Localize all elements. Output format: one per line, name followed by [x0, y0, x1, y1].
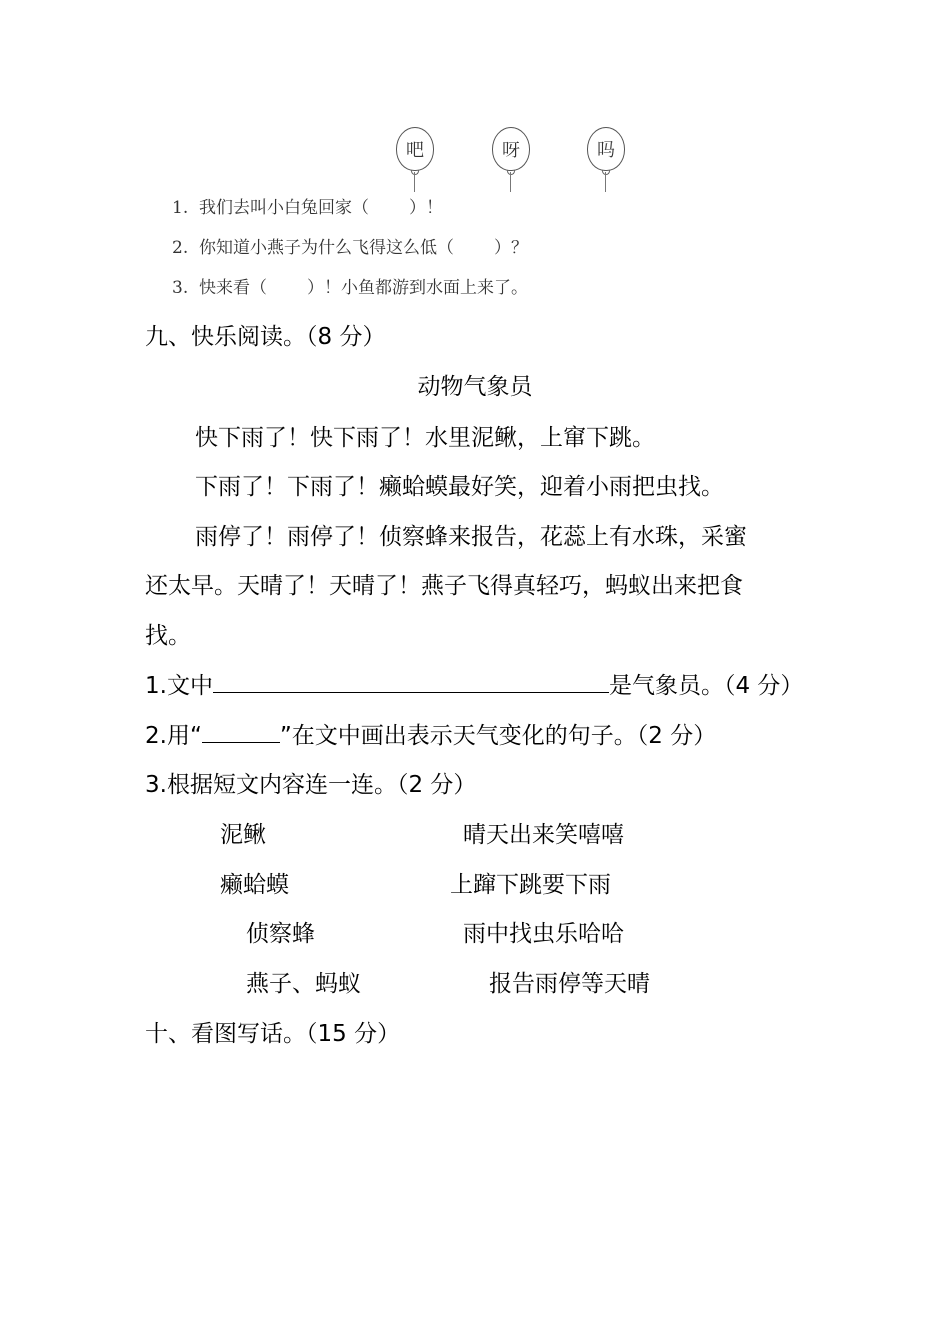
fill-item-after: ）！小鱼都游到水面上来了。 [307, 278, 529, 298]
match-right-item[interactable]: 报告雨停等天晴 [489, 971, 650, 997]
fill-item-number: 2. [172, 238, 189, 258]
balloon-icon [492, 127, 530, 171]
balloon-string [605, 172, 606, 192]
match-right-item[interactable]: 上蹿下跳要下雨 [450, 872, 611, 898]
passage-paragraph: 找。 [145, 623, 191, 649]
question-text: 1.文中 [145, 673, 213, 699]
fill-item [172, 193, 443, 218]
match-left-item[interactable]: 燕子、蚂蚁 [246, 971, 361, 997]
fill-item-before: 你知道小燕子为什么飞得这么低（ [199, 238, 455, 258]
fill-item-number: 3. [172, 278, 189, 298]
balloon-knot [411, 170, 419, 175]
fill-item-number: 1. [172, 198, 189, 218]
balloon-knot [507, 170, 515, 175]
balloon-char: 吧 [406, 140, 424, 161]
question-text: 2.用“ [145, 723, 202, 749]
balloon-char: 呀 [502, 140, 520, 161]
match-right-item[interactable]: 雨中找虫乐哈哈 [463, 921, 624, 947]
passage-paragraph: 快下雨了！快下雨了！水里泥鳅，上窜下跳。 [195, 425, 655, 451]
balloon-icon [396, 127, 434, 171]
match-left-item[interactable]: 泥鳅 [220, 822, 266, 848]
answer-blank[interactable] [213, 691, 609, 693]
passage-paragraph: 下雨了！下雨了！癞蛤蟆最好笑，迎着小雨把虫找。 [195, 474, 724, 500]
match-right-item[interactable]: 晴天出来笑嘻嘻 [463, 822, 624, 848]
question-text: 是气象员。（4 分） [608, 673, 804, 699]
question-1 [145, 667, 803, 700]
question-2 [145, 717, 716, 750]
balloon-char: 吗 [597, 140, 615, 161]
fill-item [172, 273, 528, 298]
underline-sample [202, 741, 280, 743]
passage-title: 动物气象员 [417, 374, 533, 400]
balloon-icon [587, 127, 625, 171]
section-heading: 十、看图写话。（15 分） [145, 1021, 401, 1047]
fill-item-after: ）！ [409, 198, 444, 218]
balloon-string [510, 172, 511, 192]
section-heading: 九、快乐阅读。（8 分） [145, 324, 386, 350]
passage-paragraph: 还太早。天晴了！天晴了！燕子飞得真轻巧，蚂蚁出来把食 [145, 573, 743, 599]
fill-item-after: ）？ [494, 238, 529, 258]
fill-item-before: 我们去叫小白兔回家（ [199, 198, 370, 218]
fill-item-before: 快来看（ [199, 278, 268, 298]
balloon-string [414, 172, 415, 192]
match-left-item[interactable]: 癞蛤蟆 [220, 872, 289, 898]
question-3: 3.根据短文内容连一连。（2 分） [145, 772, 477, 798]
fill-item [172, 233, 528, 258]
match-left-item[interactable]: 侦察蜂 [246, 921, 315, 947]
passage-paragraph: 雨停了！雨停了！侦察蜂来报告，花蕊上有水珠，采蜜 [195, 524, 747, 550]
question-text: ”在文中画出表示天气变化的句子。（2 分） [279, 723, 717, 749]
balloon-knot [602, 170, 610, 175]
